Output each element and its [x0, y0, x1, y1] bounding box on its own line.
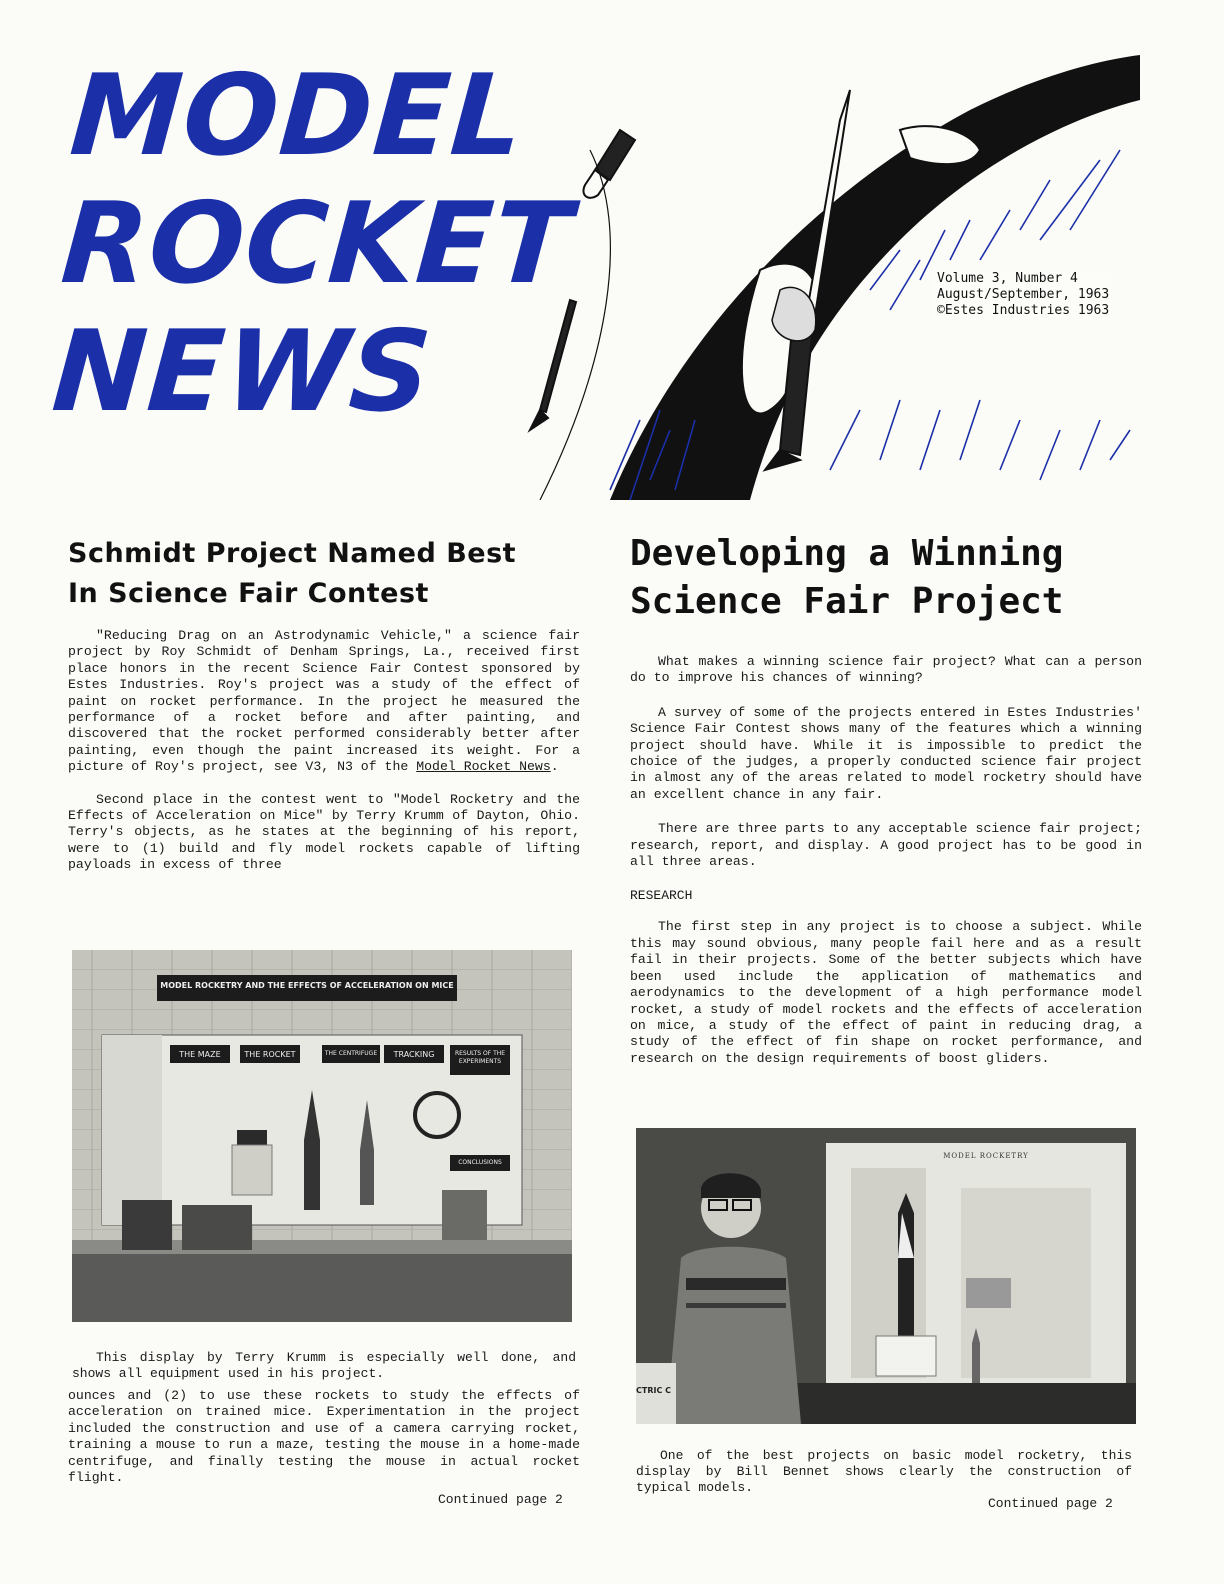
left-paragraph-2: Second place in the contest went to "Model Rocketry and the Effects of Acceleration on Mice" by Terry Krumm of Dayton, Ohio. Terry's objects, as he states at the beginning of his report, were to (1) build and fly model rockets capable of lifting payloads in excess of three — [68, 791, 580, 873]
panel-label-tracking: TRACKING — [393, 1050, 435, 1059]
left-paragraph-1-end: . — [550, 759, 559, 775]
panel-label-centrifuge: THE CENTRIFUGE — [324, 1050, 378, 1057]
panel-label-rocket: THE ROCKET — [244, 1050, 296, 1059]
left-photo-caption: This display by Terry Krumm is especially well done, and shows all equipment used in his project. — [72, 1350, 576, 1381]
panel-label-conclusions: CONCLUSIONS — [458, 1159, 502, 1166]
right-paragraph-4: The first step in any project is to choose a subject. While this may sound obvious, many people fail here and as a result fail in their projects. Some of the better subjects which have been used include the application of mathematics and aerodynamics to the development of a high performance model rocket, a study of model rockets and the effects of acceleration on mice, a study of the effect of paint in reducing drag, a study of the effect of fin shape on rocket performance, and research on the design requirements of boost gliders. — [630, 919, 1142, 1066]
masthead-model: MODEL — [66, 51, 529, 181]
right-paragraph-3: There are three parts to any acceptable science fair project; research, report, and display. A good project has to be good in all three areas. — [630, 821, 1142, 870]
model-rocket-news-reference: Model Rocket News — [416, 759, 551, 775]
photo-poster-title: MODEL ROCKETRY — [943, 1152, 1029, 1160]
right-paragraph-1: What makes a winning science fair project? What can a person do to improve his chances of winning? — [630, 654, 1142, 686]
photo-sign-fragment: CTRIC C — [636, 1386, 671, 1395]
copyright: ©Estes Industries 1963 — [937, 303, 1110, 318]
left-continued-page: Continued page 2 — [438, 1492, 563, 1507]
issue-date: August/September, 1963 — [937, 287, 1110, 302]
right-headline-line2: Science Fair Project — [630, 581, 1064, 622]
left-paragraph-1-text: "Reducing Drag on an Astrodynamic Vehicle," a science fair project by Roy Schmidt of Denham Springs, La., received first place honors in the recent Science Fair Contest sponsored by Estes Industries. Roy's project was a study of the effect of paint on rocket performance. In the project he measured the performance of a rocket before and after painting, and discovered that the rocket performed considerably better after painting, even though the paint increased its weight. For a picture of Roy's project, see V3, N3 of the — [68, 628, 580, 775]
photo-banner: MODEL ROCKETRY AND THE EFFECTS OF ACCELERATION ON MICE — [160, 981, 454, 990]
masthead-news: NEWS — [48, 307, 437, 437]
masthead-rocket: ROCKET — [57, 179, 576, 309]
left-headline — [68, 534, 580, 614]
volume-number: Volume 3, Number 4 — [937, 271, 1078, 286]
panel-label-maze: THE MAZE — [179, 1050, 221, 1059]
right-paragraph-2: A survey of some of the projects entered in Estes Industries' Science Fair Contest shows many of the features which a winning project should have. While it is impossible to predict the choice of the judges, a properly conducted science fair project in almost any of the areas related to model rocketry should have an excellent chance in any fair. — [630, 704, 1142, 802]
terry-krumm-display-photo — [72, 950, 572, 1322]
panel-label-results: RESULTS OF THE EXPERIMENTS — [454, 1050, 506, 1065]
left-headline-line2: In Science Fair Contest — [68, 578, 429, 609]
left-headline-line1: Schmidt Project Named Best — [68, 538, 517, 569]
left-paragraph-3: ounces and (2) to use these rockets to study the effects of acceleration on trained mice. Experimentation in the project included the construction and use of a camera carrying rocket, training a mouse to run a maze, testing the mouse in a home-made centrifuge, and finally testing the mouse in actual rocket flight. — [68, 1388, 580, 1486]
left-article-continued-body — [68, 1388, 580, 1486]
left-paragraph-1 — [68, 628, 580, 776]
research-heading: RESEARCH — [630, 888, 693, 904]
right-headline — [630, 530, 1142, 626]
right-continued-page: Continued page 2 — [988, 1496, 1113, 1511]
right-headline-line1: Developing a Winning — [630, 533, 1064, 574]
left-article-body — [68, 628, 580, 874]
issue-info — [934, 270, 1112, 320]
right-article-body — [630, 654, 1142, 1067]
right-photo-caption: One of the best projects on basic model rocketry, this display by Bill Bennet shows clearly the construction of typical models. — [636, 1448, 1132, 1495]
bill-bennet-display-photo — [636, 1128, 1136, 1424]
